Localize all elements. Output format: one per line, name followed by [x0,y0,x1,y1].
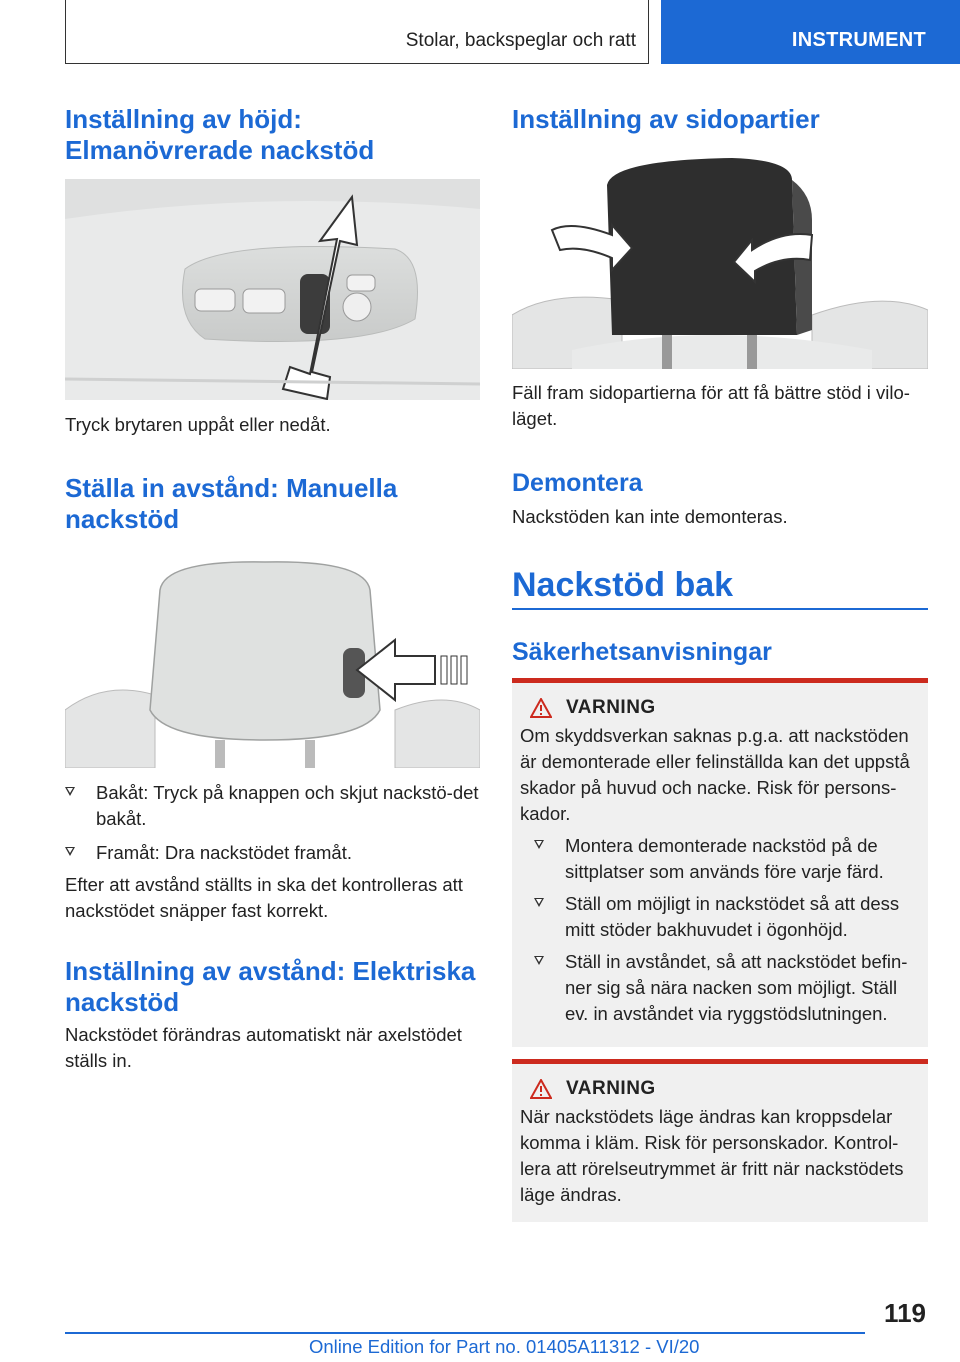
section-title-manual: Ställa in avstånd: Manuella nackstöd [65,473,398,534]
para-manual-check: Efter att avstånd ställts in ska det kontrolleras att nackstödet snäpper fast korrekt. [65,874,463,921]
section-title-electric: Inställning av avstånd: Elektriska nackstöd [65,956,476,1017]
footer-edition: Online Edition for Part no. 01405A11312 - VI/20 [309,1336,700,1357]
seat-switch-illustration [65,179,480,400]
figure-headrest-sides [512,150,928,369]
warning-triangle-icon [530,698,552,718]
header-chapter-label: INSTRUMENT [791,29,926,51]
para-electric: Nackstödet förändras automatiskt när axelstödet ställs in. [65,1024,462,1071]
bullet-triangle-icon [534,956,544,965]
warning-text: Om skyddsverkan saknas p.g.a. att nackstöden är demonterade eller felinställda kan det uppstå skador på huvud och nacke. Risk för persons‐kador. [520,725,910,824]
list-item: Ställ in avståndet, så att nackstödet befin‐ner sig så nära nacken som möjligt. Ställ ev. in avståndet via ryggstödslutningen. [534,949,920,1027]
warning-label: VARNING [566,1078,656,1099]
caption-height: Tryck brytaren uppåt eller nedåt. [65,414,331,435]
header-section-title: Stolar, backspeglar och ratt [405,30,636,51]
warning-steps-list [520,833,920,1027]
warning-box-1 [512,678,928,1047]
para-remove: Nackstöden kan inte demonteras. [512,506,788,527]
manual-steps-list [65,780,480,874]
section-title-safety: Säkerhetsanvisningar [512,638,772,666]
bullet-triangle-icon [534,840,544,849]
bullet-triangle-icon [534,898,544,907]
list-item: Framåt: Dra nackstödet framåt. [65,840,480,866]
caption-sides: Fäll fram sidopartierna för att få bättre stöd i vilo‐läget. [512,382,910,429]
warning-header [520,1078,920,1100]
footer-divider [65,1332,865,1334]
warning-label: VARNING [566,697,656,718]
headrest-sides-illustration [512,150,928,369]
section-title-height: Inställning av höjd: Elmanövrerade nackstöd [65,104,375,165]
figure-headrest-manual [65,560,480,768]
list-item: Montera demonterade nackstöd på de sittplatser som används före varje färd. [534,833,920,885]
header-chapter-tab[interactable] [661,0,960,64]
section-title-sides: Inställning av sidopartier [512,104,820,134]
warning-text: När nackstödets läge ändras kan kroppsdelar komma i kläm. Risk för personskador. Kontrol‐lera att rörelseutrymmet är fritt när nackstödets läge ändras. [520,1106,904,1205]
section-title-remove: Demontera [512,469,643,497]
list-item: Ställ om möjligt in nackstödet så att dess mitt stöder bakhuvudet i ögonhöjd. [534,891,920,943]
page-number: 119 [884,1298,926,1328]
bullet-triangle-icon [65,847,75,856]
warning-header [520,697,920,719]
bullet-triangle-icon [65,787,75,796]
chapter-divider [512,608,928,610]
list-item: Bakåt: Tryck på knappen och skjut nackstö‐det bakåt. [65,780,480,832]
headrest-manual-illustration [65,560,480,768]
figure-seat-switch [65,179,480,400]
chapter-title-rear: Nackstöd bak [512,566,734,604]
header-frame [65,0,649,64]
warning-triangle-icon [530,1079,552,1099]
warning-box-2 [512,1059,928,1222]
